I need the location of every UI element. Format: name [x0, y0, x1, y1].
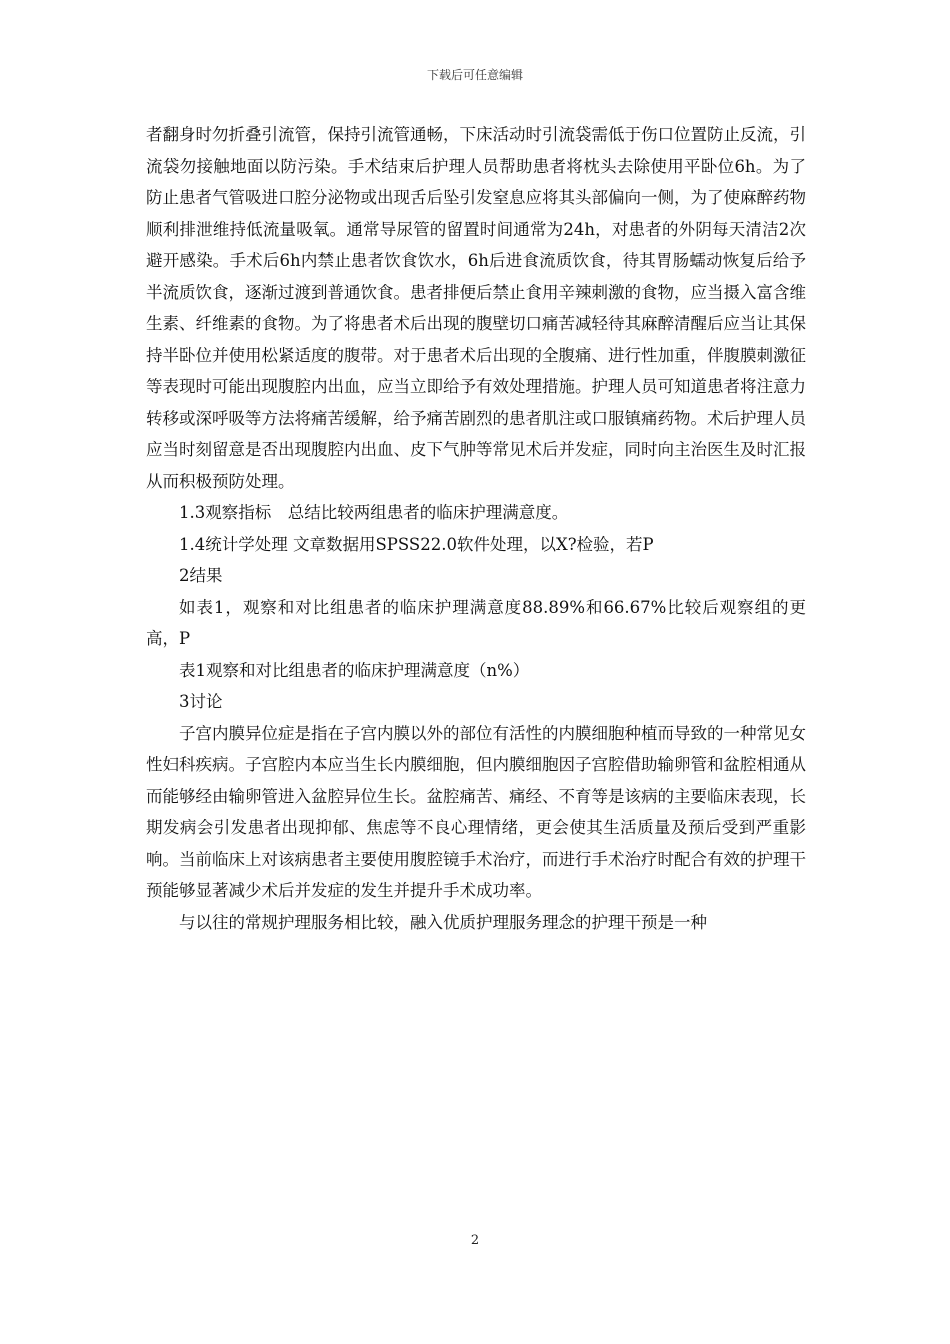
table-caption: 表1观察和对比组患者的临床护理满意度（n%） [179, 660, 530, 680]
section-heading-1-4: 1.4统计学处理 [179, 534, 288, 554]
section-text-1-4: 文章数据用SPSS22.0软件处理，以X?检验，若P [293, 534, 654, 554]
paragraph-comparison: 与以往的常规护理服务相比较，融入优质护理服务理念的护理干预是一种 [179, 912, 707, 932]
section-statistics [146, 529, 806, 561]
document-body [146, 119, 806, 938]
page-number: 2 [470, 1233, 480, 1248]
section-text-1-3: 总结比较两组患者的临床护理满意度。 [287, 503, 569, 522]
paragraph-postoperative-care: 者翻身时勿折叠引流管，保持引流管通畅，下床活动时引流袋需低于伤口位置防止反流，引流袋勿接触地面以防污染。手术结束后护理人员帮助患者将枕头去除使用平卧位6h。为了防止患者气管吸进口腔分泌物或出现舌后坠引发窒息应将其头部偏向一侧，为了使麻醉药物顺利排泄维持低流量吸氧。通常导尿管的留置时间通常为24h，对患者的外阴每天清洁2次避开感染。手术后6h内禁止患者饮食饮水，6h后进食流质饮食，待其胃肠蠕动恢复后给予半流质饮食，逐渐过渡到普通饮食。患者排便后禁止食用辛辣刺激的食物，应当摄入富含维生素、纤维素的食物。为了将患者术后出现的腹壁切口痛苦减轻待其麻醉清醒后应当让其保持半卧位并使用松紧适度的腹带。对于患者术后出现的全腹痛、进行性加重，伴腹膜刺激征等表现时可能出现腹腔内出血，应当立即给予有效处理措施。护理人员可知道患者将注意力转移或深呼吸等方法将痛苦缓解，给予痛苦剧烈的患者肌注或口服镇痛药物。术后护理人员应当时刻留意是否出现腹腔内出血、皮下气肿等常见术后并发症，同时向主治医生及时汇报从而积极预防处理。 [146, 125, 806, 491]
paragraph-discussion: 子宫内膜异位症是指在子宫内膜以外的部位有活性的内膜细胞种植而导致的一种常见女性妇科疾病。子宫腔内本应当生长内膜细胞，但内膜细胞因子宫腔借助输卵管和盆腔相通从而能够经由输卵管进入盆腔异位生长。盆腔痛苦、痛经、不育等是该病的主要临床表现，长期发病会引发患者出现抑郁、焦虑等不良心理情绪，更会使其生活质量及预后受到严重影响。当前临床上对该病患者主要使用腹腔镜手术治疗，而进行手术治疗时配合有效的护理干预能够显著减少术后并发症的发生并提升手术成功率。 [146, 723, 806, 900]
heading-discussion: 3讨论 [179, 692, 223, 711]
heading-results: 2结果 [179, 566, 223, 585]
paragraph-results: 如表1，观察和对比组患者的临床护理满意度88.89%和66.67%比较后观察组的更高，P [146, 597, 806, 648]
section-observation-indicators [146, 497, 806, 529]
page-header: 下载后可任意编辑 [426, 68, 523, 82]
section-heading-1-3: 1.3观察指标 [179, 503, 272, 522]
